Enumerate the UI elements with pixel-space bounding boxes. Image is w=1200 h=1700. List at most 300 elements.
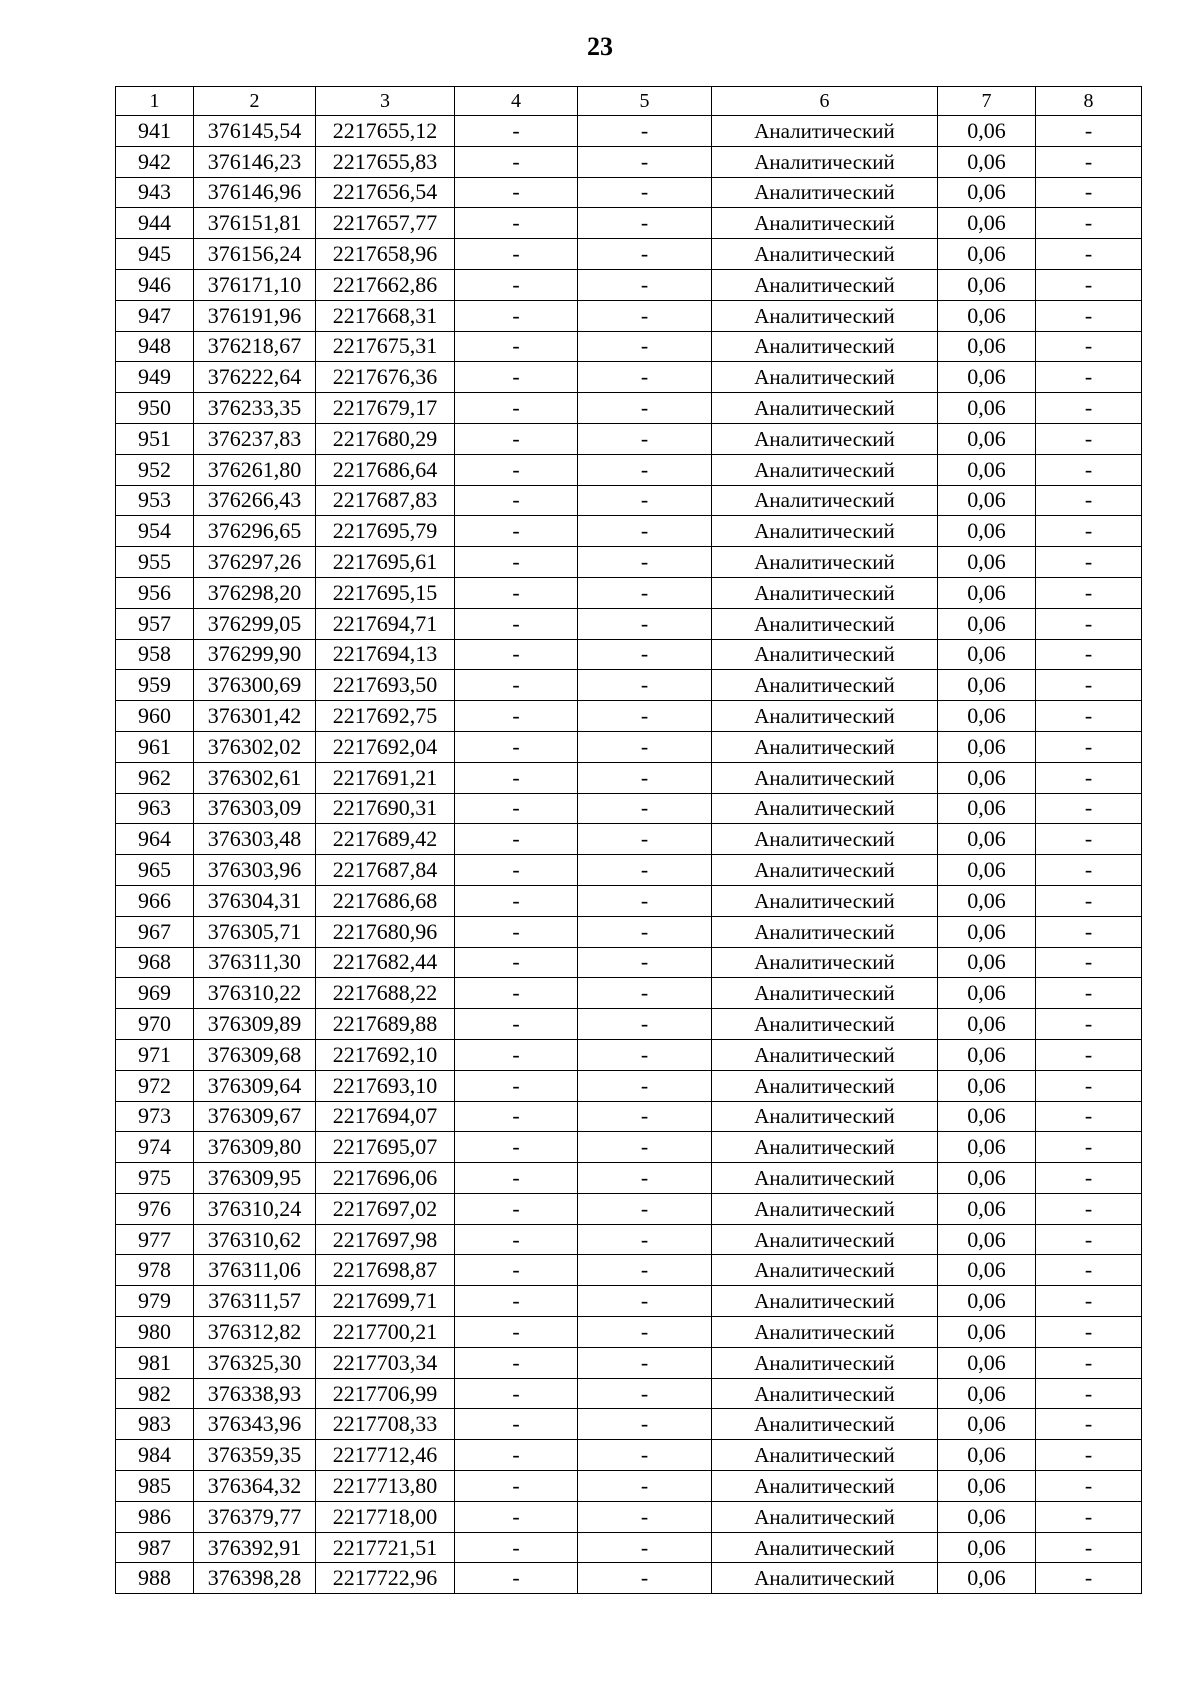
cell-col-8: -: [1036, 1532, 1142, 1563]
cell-method: Аналитический: [712, 670, 938, 701]
cell-col-4: -: [455, 547, 578, 578]
cell-col-5: -: [578, 362, 712, 393]
header-cell-6: 6: [712, 87, 938, 116]
cell-accuracy: 0,06: [938, 1563, 1036, 1594]
cell-col-5: -: [578, 516, 712, 547]
cell-accuracy: 0,06: [938, 916, 1036, 947]
cell-col-8: -: [1036, 916, 1142, 947]
cell-accuracy: 0,06: [938, 762, 1036, 793]
cell-y-coordinate: 2217679,17: [316, 393, 455, 424]
cell-point-number: 975: [116, 1163, 194, 1194]
table-header: [116, 87, 1142, 116]
cell-col-8: -: [1036, 485, 1142, 516]
cell-col-5: -: [578, 393, 712, 424]
cell-x-coordinate: 376146,23: [194, 146, 316, 177]
cell-col-5: -: [578, 423, 712, 454]
cell-method: Аналитический: [712, 1501, 938, 1532]
cell-method: Аналитический: [712, 1409, 938, 1440]
cell-point-number: 966: [116, 885, 194, 916]
cell-accuracy: 0,06: [938, 1317, 1036, 1348]
coordinates-table: [115, 86, 1142, 1594]
cell-x-coordinate: 376302,02: [194, 731, 316, 762]
table-row: [116, 116, 1142, 147]
cell-x-coordinate: 376359,35: [194, 1440, 316, 1471]
cell-col-5: -: [578, 1070, 712, 1101]
cell-accuracy: 0,06: [938, 177, 1036, 208]
cell-col-8: -: [1036, 1163, 1142, 1194]
cell-col-5: -: [578, 1378, 712, 1409]
cell-col-4: -: [455, 1224, 578, 1255]
cell-accuracy: 0,06: [938, 1347, 1036, 1378]
cell-col-4: -: [455, 1101, 578, 1132]
cell-col-8: -: [1036, 1009, 1142, 1040]
header-cell-3: 3: [316, 87, 455, 116]
cell-col-5: -: [578, 239, 712, 270]
cell-col-8: -: [1036, 362, 1142, 393]
cell-point-number: 949: [116, 362, 194, 393]
cell-col-8: -: [1036, 1501, 1142, 1532]
cell-col-8: -: [1036, 608, 1142, 639]
cell-y-coordinate: 2217687,84: [316, 855, 455, 886]
table-row: [116, 1163, 1142, 1194]
table-row: [116, 362, 1142, 393]
cell-col-8: -: [1036, 639, 1142, 670]
cell-point-number: 985: [116, 1471, 194, 1502]
cell-col-5: -: [578, 1471, 712, 1502]
table-row: [116, 1501, 1142, 1532]
cell-x-coordinate: 376309,89: [194, 1009, 316, 1040]
table-row: [116, 208, 1142, 239]
cell-col-5: -: [578, 1501, 712, 1532]
cell-col-5: -: [578, 1255, 712, 1286]
cell-y-coordinate: 2217662,86: [316, 269, 455, 300]
cell-accuracy: 0,06: [938, 331, 1036, 362]
cell-y-coordinate: 2217655,83: [316, 146, 455, 177]
table-row: [116, 547, 1142, 578]
cell-y-coordinate: 2217655,12: [316, 116, 455, 147]
cell-col-5: -: [578, 639, 712, 670]
table-row: [116, 1039, 1142, 1070]
cell-col-4: -: [455, 1347, 578, 1378]
cell-method: Аналитический: [712, 208, 938, 239]
cell-y-coordinate: 2217713,80: [316, 1471, 455, 1502]
cell-point-number: 947: [116, 300, 194, 331]
cell-col-8: -: [1036, 885, 1142, 916]
cell-x-coordinate: 376299,90: [194, 639, 316, 670]
cell-col-4: -: [455, 454, 578, 485]
cell-accuracy: 0,06: [938, 454, 1036, 485]
cell-method: Аналитический: [712, 331, 938, 362]
cell-point-number: 970: [116, 1009, 194, 1040]
cell-y-coordinate: 2217695,61: [316, 547, 455, 578]
cell-y-coordinate: 2217680,29: [316, 423, 455, 454]
cell-col-5: -: [578, 1532, 712, 1563]
cell-y-coordinate: 2217692,75: [316, 701, 455, 732]
cell-col-8: -: [1036, 116, 1142, 147]
cell-x-coordinate: 376310,62: [194, 1224, 316, 1255]
cell-col-4: -: [455, 208, 578, 239]
cell-col-8: -: [1036, 239, 1142, 270]
cell-col-4: -: [455, 793, 578, 824]
cell-accuracy: 0,06: [938, 1378, 1036, 1409]
cell-col-5: -: [578, 916, 712, 947]
cell-accuracy: 0,06: [938, 1532, 1036, 1563]
header-cell-5: 5: [578, 87, 712, 116]
cell-col-8: -: [1036, 331, 1142, 362]
cell-col-5: -: [578, 947, 712, 978]
cell-x-coordinate: 376398,28: [194, 1563, 316, 1594]
header-cell-8: 8: [1036, 87, 1142, 116]
cell-col-4: -: [455, 978, 578, 1009]
page-number: 23: [587, 32, 613, 61]
cell-col-4: -: [455, 423, 578, 454]
cell-point-number: 979: [116, 1286, 194, 1317]
cell-col-5: -: [578, 331, 712, 362]
cell-col-8: -: [1036, 1347, 1142, 1378]
cell-accuracy: 0,06: [938, 608, 1036, 639]
cell-method: Аналитический: [712, 1009, 938, 1040]
cell-col-8: -: [1036, 208, 1142, 239]
cell-x-coordinate: 376379,77: [194, 1501, 316, 1532]
cell-y-coordinate: 2217692,04: [316, 731, 455, 762]
table-row: [116, 1347, 1142, 1378]
cell-y-coordinate: 2217688,22: [316, 978, 455, 1009]
table-row: [116, 1317, 1142, 1348]
cell-point-number: 963: [116, 793, 194, 824]
cell-accuracy: 0,06: [938, 947, 1036, 978]
cell-accuracy: 0,06: [938, 300, 1036, 331]
cell-x-coordinate: 376325,30: [194, 1347, 316, 1378]
cell-col-5: -: [578, 300, 712, 331]
cell-y-coordinate: 2217695,15: [316, 577, 455, 608]
cell-point-number: 960: [116, 701, 194, 732]
cell-method: Аналитический: [712, 485, 938, 516]
cell-col-5: -: [578, 1163, 712, 1194]
cell-accuracy: 0,06: [938, 547, 1036, 578]
cell-col-8: -: [1036, 731, 1142, 762]
cell-col-8: -: [1036, 177, 1142, 208]
cell-y-coordinate: 2217700,21: [316, 1317, 455, 1348]
header-cell-2: 2: [194, 87, 316, 116]
cell-x-coordinate: 376309,68: [194, 1039, 316, 1070]
cell-col-5: -: [578, 1440, 712, 1471]
header-cell-1: 1: [116, 87, 194, 116]
table-row: [116, 608, 1142, 639]
cell-accuracy: 0,06: [938, 639, 1036, 670]
cell-x-coordinate: 376301,42: [194, 701, 316, 732]
table-row: [116, 855, 1142, 886]
cell-accuracy: 0,06: [938, 1286, 1036, 1317]
cell-x-coordinate: 376222,64: [194, 362, 316, 393]
cell-point-number: 944: [116, 208, 194, 239]
cell-col-5: -: [578, 1101, 712, 1132]
cell-accuracy: 0,06: [938, 1009, 1036, 1040]
cell-method: Аналитический: [712, 516, 938, 547]
cell-y-coordinate: 2217722,96: [316, 1563, 455, 1594]
cell-method: Аналитический: [712, 300, 938, 331]
cell-col-5: -: [578, 1317, 712, 1348]
cell-point-number: 965: [116, 855, 194, 886]
cell-method: Аналитический: [712, 1255, 938, 1286]
cell-y-coordinate: 2217694,07: [316, 1101, 455, 1132]
cell-col-4: -: [455, 577, 578, 608]
cell-col-8: -: [1036, 146, 1142, 177]
table-row: [116, 239, 1142, 270]
cell-method: Аналитический: [712, 269, 938, 300]
cell-col-5: -: [578, 855, 712, 886]
cell-col-8: -: [1036, 1101, 1142, 1132]
cell-y-coordinate: 2217697,02: [316, 1193, 455, 1224]
cell-col-4: -: [455, 393, 578, 424]
cell-accuracy: 0,06: [938, 1101, 1036, 1132]
table-row: [116, 1009, 1142, 1040]
cell-col-4: -: [455, 608, 578, 639]
cell-accuracy: 0,06: [938, 793, 1036, 824]
cell-point-number: 969: [116, 978, 194, 1009]
cell-x-coordinate: 376171,10: [194, 269, 316, 300]
table-row: [116, 1532, 1142, 1563]
cell-y-coordinate: 2217694,71: [316, 608, 455, 639]
cell-y-coordinate: 2217703,34: [316, 1347, 455, 1378]
cell-point-number: 986: [116, 1501, 194, 1532]
cell-col-8: -: [1036, 947, 1142, 978]
cell-accuracy: 0,06: [938, 362, 1036, 393]
cell-accuracy: 0,06: [938, 1471, 1036, 1502]
cell-point-number: 973: [116, 1101, 194, 1132]
cell-col-8: -: [1036, 1039, 1142, 1070]
cell-accuracy: 0,06: [938, 239, 1036, 270]
cell-y-coordinate: 2217695,07: [316, 1132, 455, 1163]
cell-col-4: -: [455, 885, 578, 916]
cell-x-coordinate: 376311,57: [194, 1286, 316, 1317]
cell-x-coordinate: 376146,96: [194, 177, 316, 208]
cell-accuracy: 0,06: [938, 1255, 1036, 1286]
cell-col-8: -: [1036, 670, 1142, 701]
cell-point-number: 959: [116, 670, 194, 701]
table-row: [116, 1193, 1142, 1224]
table-row: [116, 1224, 1142, 1255]
table-row: [116, 393, 1142, 424]
cell-y-coordinate: 2217676,36: [316, 362, 455, 393]
cell-y-coordinate: 2217721,51: [316, 1532, 455, 1563]
table-row: [116, 1409, 1142, 1440]
cell-x-coordinate: 376298,20: [194, 577, 316, 608]
cell-method: Аналитический: [712, 1070, 938, 1101]
cell-accuracy: 0,06: [938, 978, 1036, 1009]
cell-point-number: 946: [116, 269, 194, 300]
cell-method: Аналитический: [712, 239, 938, 270]
table-row: [116, 269, 1142, 300]
cell-point-number: 978: [116, 1255, 194, 1286]
cell-col-4: -: [455, 1563, 578, 1594]
cell-point-number: 948: [116, 331, 194, 362]
table-row: [116, 731, 1142, 762]
table-row: [116, 454, 1142, 485]
cell-y-coordinate: 2217680,96: [316, 916, 455, 947]
cell-col-8: -: [1036, 824, 1142, 855]
table-row: [116, 947, 1142, 978]
cell-y-coordinate: 2217708,33: [316, 1409, 455, 1440]
cell-point-number: 962: [116, 762, 194, 793]
cell-col-8: -: [1036, 1132, 1142, 1163]
cell-accuracy: 0,06: [938, 1224, 1036, 1255]
cell-method: Аналитический: [712, 701, 938, 732]
cell-col-8: -: [1036, 1224, 1142, 1255]
cell-accuracy: 0,06: [938, 1440, 1036, 1471]
cell-y-coordinate: 2217693,10: [316, 1070, 455, 1101]
cell-method: Аналитический: [712, 608, 938, 639]
cell-accuracy: 0,06: [938, 393, 1036, 424]
cell-col-5: -: [578, 1224, 712, 1255]
cell-accuracy: 0,06: [938, 269, 1036, 300]
cell-point-number: 953: [116, 485, 194, 516]
cell-method: Аналитический: [712, 1101, 938, 1132]
cell-point-number: 961: [116, 731, 194, 762]
cell-col-8: -: [1036, 978, 1142, 1009]
cell-col-8: -: [1036, 547, 1142, 578]
cell-accuracy: 0,06: [938, 855, 1036, 886]
cell-x-coordinate: 376302,61: [194, 762, 316, 793]
cell-point-number: 956: [116, 577, 194, 608]
table-row: [116, 516, 1142, 547]
cell-col-5: -: [578, 1563, 712, 1594]
cell-accuracy: 0,06: [938, 208, 1036, 239]
cell-col-5: -: [578, 885, 712, 916]
cell-x-coordinate: 376309,64: [194, 1070, 316, 1101]
table-row: [116, 1440, 1142, 1471]
cell-col-5: -: [578, 1039, 712, 1070]
cell-y-coordinate: 2217668,31: [316, 300, 455, 331]
cell-method: Аналитический: [712, 1471, 938, 1502]
cell-col-8: -: [1036, 1563, 1142, 1594]
table-row: [116, 762, 1142, 793]
cell-accuracy: 0,06: [938, 516, 1036, 547]
cell-point-number: 988: [116, 1563, 194, 1594]
cell-method: Аналитический: [712, 824, 938, 855]
cell-col-4: -: [455, 300, 578, 331]
cell-col-5: -: [578, 1347, 712, 1378]
cell-accuracy: 0,06: [938, 701, 1036, 732]
cell-col-5: -: [578, 454, 712, 485]
cell-accuracy: 0,06: [938, 1163, 1036, 1194]
cell-x-coordinate: 376309,80: [194, 1132, 316, 1163]
cell-method: Аналитический: [712, 1563, 938, 1594]
cell-x-coordinate: 376310,24: [194, 1193, 316, 1224]
cell-accuracy: 0,06: [938, 423, 1036, 454]
cell-col-4: -: [455, 116, 578, 147]
cell-method: Аналитический: [712, 762, 938, 793]
cell-method: Аналитический: [712, 146, 938, 177]
cell-method: Аналитический: [712, 916, 938, 947]
cell-accuracy: 0,06: [938, 1132, 1036, 1163]
table-row: [116, 1378, 1142, 1409]
cell-method: Аналитический: [712, 731, 938, 762]
cell-method: Аналитический: [712, 885, 938, 916]
cell-y-coordinate: 2217718,00: [316, 1501, 455, 1532]
table-body: [116, 116, 1142, 1594]
cell-point-number: 955: [116, 547, 194, 578]
cell-accuracy: 0,06: [938, 885, 1036, 916]
table-row: [116, 177, 1142, 208]
cell-y-coordinate: 2217698,87: [316, 1255, 455, 1286]
cell-point-number: 942: [116, 146, 194, 177]
cell-accuracy: 0,06: [938, 116, 1036, 147]
cell-col-4: -: [455, 1070, 578, 1101]
cell-x-coordinate: 376338,93: [194, 1378, 316, 1409]
cell-col-4: -: [455, 916, 578, 947]
header-cell-7: 7: [938, 87, 1036, 116]
table-row: [116, 701, 1142, 732]
cell-y-coordinate: 2217699,71: [316, 1286, 455, 1317]
cell-accuracy: 0,06: [938, 146, 1036, 177]
cell-col-8: -: [1036, 1255, 1142, 1286]
table-row: [116, 978, 1142, 1009]
cell-point-number: 982: [116, 1378, 194, 1409]
table-row: [116, 1132, 1142, 1163]
cell-col-5: -: [578, 1009, 712, 1040]
cell-x-coordinate: 376233,35: [194, 393, 316, 424]
cell-y-coordinate: 2217690,31: [316, 793, 455, 824]
cell-point-number: 952: [116, 454, 194, 485]
cell-y-coordinate: 2217658,96: [316, 239, 455, 270]
cell-accuracy: 0,06: [938, 1501, 1036, 1532]
cell-col-5: -: [578, 577, 712, 608]
cell-col-4: -: [455, 1440, 578, 1471]
cell-x-coordinate: 376261,80: [194, 454, 316, 485]
cell-col-4: -: [455, 1193, 578, 1224]
cell-col-5: -: [578, 208, 712, 239]
cell-col-8: -: [1036, 516, 1142, 547]
cell-col-8: -: [1036, 1317, 1142, 1348]
cell-col-5: -: [578, 731, 712, 762]
table-row: [116, 793, 1142, 824]
cell-x-coordinate: 376309,95: [194, 1163, 316, 1194]
cell-col-5: -: [578, 485, 712, 516]
cell-x-coordinate: 376297,26: [194, 547, 316, 578]
cell-method: Аналитический: [712, 793, 938, 824]
cell-point-number: 968: [116, 947, 194, 978]
cell-x-coordinate: 376237,83: [194, 423, 316, 454]
cell-col-4: -: [455, 362, 578, 393]
cell-col-8: -: [1036, 1471, 1142, 1502]
cell-col-8: -: [1036, 1409, 1142, 1440]
cell-x-coordinate: 376299,05: [194, 608, 316, 639]
table-row: [116, 1101, 1142, 1132]
cell-x-coordinate: 376296,65: [194, 516, 316, 547]
cell-x-coordinate: 376312,82: [194, 1317, 316, 1348]
cell-col-8: -: [1036, 423, 1142, 454]
cell-x-coordinate: 376304,31: [194, 885, 316, 916]
cell-y-coordinate: 2217689,42: [316, 824, 455, 855]
cell-col-8: -: [1036, 300, 1142, 331]
cell-col-5: -: [578, 116, 712, 147]
cell-x-coordinate: 376364,32: [194, 1471, 316, 1502]
cell-point-number: 980: [116, 1317, 194, 1348]
cell-y-coordinate: 2217686,68: [316, 885, 455, 916]
cell-method: Аналитический: [712, 639, 938, 670]
cell-x-coordinate: 376343,96: [194, 1409, 316, 1440]
cell-col-4: -: [455, 1255, 578, 1286]
table-row: [116, 331, 1142, 362]
table-row: [116, 885, 1142, 916]
cell-point-number: 984: [116, 1440, 194, 1471]
cell-y-coordinate: 2217692,10: [316, 1039, 455, 1070]
cell-col-4: -: [455, 485, 578, 516]
cell-col-4: -: [455, 1317, 578, 1348]
cell-x-coordinate: 376266,43: [194, 485, 316, 516]
cell-method: Аналитический: [712, 393, 938, 424]
cell-col-8: -: [1036, 393, 1142, 424]
